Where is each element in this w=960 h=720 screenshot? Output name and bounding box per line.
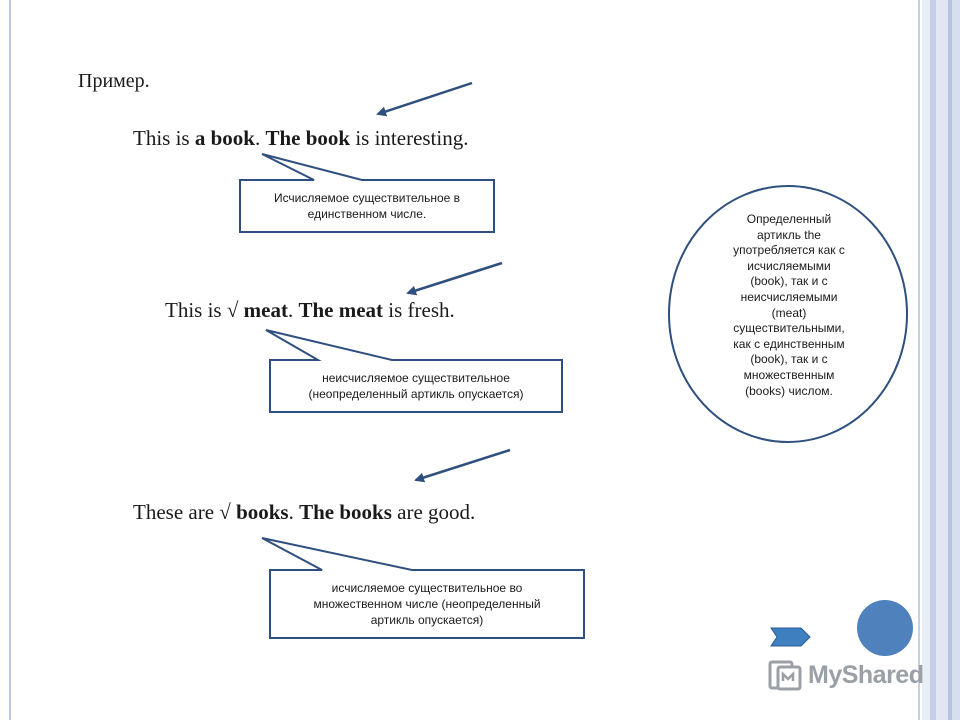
myshared-logo-icon: [768, 658, 802, 692]
callout-text-2: неисчисляемое существительное (неопределенный артикль опускается): [308, 371, 524, 401]
myshared-logo[interactable]: [768, 656, 923, 694]
pointer-arrow-1: [378, 83, 472, 114]
example-sentence-3: These are √ books. The books are good.: [133, 500, 476, 524]
example-sentence-1: This is a book. The book is interesting.: [133, 126, 469, 150]
callout-text-3: исчисляемое существительное во множественном числе (неопределенный артикль опускается): [313, 581, 541, 627]
pointer-arrow-3: [416, 450, 510, 480]
callout-text-1: Исчисляемое существительное в единственном числе.: [273, 191, 461, 221]
logo-text: MyShared: [808, 660, 924, 689]
slide-heading: Пример.: [78, 70, 150, 92]
pointer-arrow-2: [408, 263, 502, 293]
arrow-right-icon[interactable]: [771, 628, 810, 646]
ellipse-note-text: Определенный артикль the употребляется как с исчисляемыми (book), так и с неисчисляемыми (meat) существительными, как с единственным (book), так и с множественным (books) числом.: [733, 212, 845, 398]
example-sentence-2: This is √ meat. The meat is fresh.: [165, 298, 455, 322]
decorative-circle: [857, 600, 913, 656]
